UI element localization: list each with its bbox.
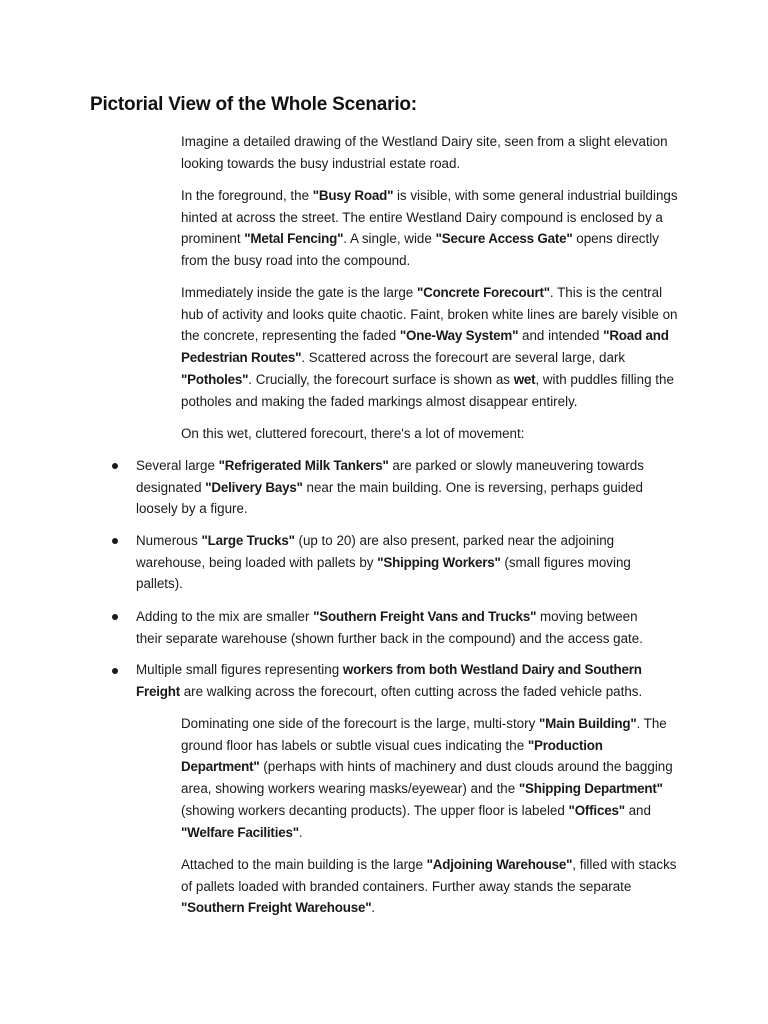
potholes-term: "Potholes" [181, 371, 249, 387]
metal-fencing-term: "Metal Fencing" [244, 231, 344, 247]
one-way-system-term: "One-Way System" [399, 328, 519, 344]
wet-term: wet [513, 371, 536, 387]
adjoining-warehouse-term: "Adjoining Warehouse" [426, 857, 573, 872]
list-item: Multiple small figures representing workers from both Westland Dairy and Southern Freight are walking across the forecourt, often cutting across the faded vehicle paths. [136, 662, 643, 699]
bullet-dot [112, 668, 118, 674]
southern-freight-warehouse-term: "Southern Freight Warehouse" [181, 900, 372, 916]
bullet-dot [112, 538, 118, 544]
main-building-paragraph: Dominating one side of the forecourt is the large, multi-story "Main Building". The ground floor has labels or subtle visual cues indicating the "Production Department" (perhaps with hints of machinery and dust clouds around the bagging area, showing workers wearing masks/eyewear) and the "Shipping Department" (showing workers decanting products). The upper floor is labeled "Offices" and "Welfare Facilities". [181, 716, 673, 840]
offices-term: "Offices" [568, 802, 625, 818]
list-item: Adding to the mix are smaller "Southern Freight Vans and Trucks" moving between their separate warehouse (shown further back in the compound) and the access gate. [136, 609, 643, 646]
warehouse-paragraph: Attached to the main building is the large "Adjoining Warehouse", filled with stacks of pallets loaded with branded containers. Further away stands the separate "Southern Freight Warehouse". [181, 857, 677, 916]
forecourt-paragraph: Immediately inside the gate is the large "Concrete Forecourt". This is the central hub of activity and looks quite chaotic. Faint, broken white lines are barely visible on the concrete, representing the faded "One-Way System" and intended "Road and Pedestrian Routes". Scattered across the forecourt are several large, dark "Potholes". Crucially, the forecourt surface is shown as wet, with puddles filling the potholes and making the faded markings almost disappear entirely. [181, 285, 678, 409]
bullet-dot [112, 614, 118, 620]
page-title: Pictorial View of the Whole Scenario: [90, 94, 417, 115]
road-pedestrian-routes-term: "Road and Pedestrian Routes" [181, 328, 669, 366]
main-building-term: "Main Building" [539, 716, 637, 731]
foreground-paragraph: In the foreground, the "Busy Road" is visible, with some general industrial buildings hinted at across the street. The entire Westland Dairy compound is enclosed by a prominent "Metal Fencing". A single, wide "Secure Access Gate" opens directly from the busy road into the compound. [181, 188, 678, 269]
list-item: Several large "Refrigerated Milk Tankers" are parked or slowly maneuvering towards designated "Delivery Bays" near the main building. One is reversing, perhaps guided loosely by a figure. [136, 458, 644, 517]
secure-access-gate-term: "Secure Access Gate" [435, 231, 573, 247]
shipping-department-term: "Shipping Department" [518, 781, 663, 797]
concrete-forecourt-term: "Concrete Forecourt" [416, 285, 550, 300]
busy-road-term: "Busy Road" [312, 188, 394, 203]
bullet-dot [112, 463, 118, 469]
welfare-facilities-term: "Welfare Facilities" [181, 824, 299, 840]
production-department-term: "Production Department" [181, 737, 603, 775]
movement-intro-paragraph: On this wet, cluttered forecourt, there's a lot of movement: [181, 426, 525, 441]
list-item: Numerous "Large Trucks" (up to 20) are also present, parked near the adjoining warehouse, being loaded with pallets by "Shipping Workers" (small figures moving pallets). [136, 533, 631, 592]
intro-paragraph: Imagine a detailed drawing of the Westland Dairy site, seen from a slight elevation looking towards the busy industrial estate road. [181, 134, 668, 171]
